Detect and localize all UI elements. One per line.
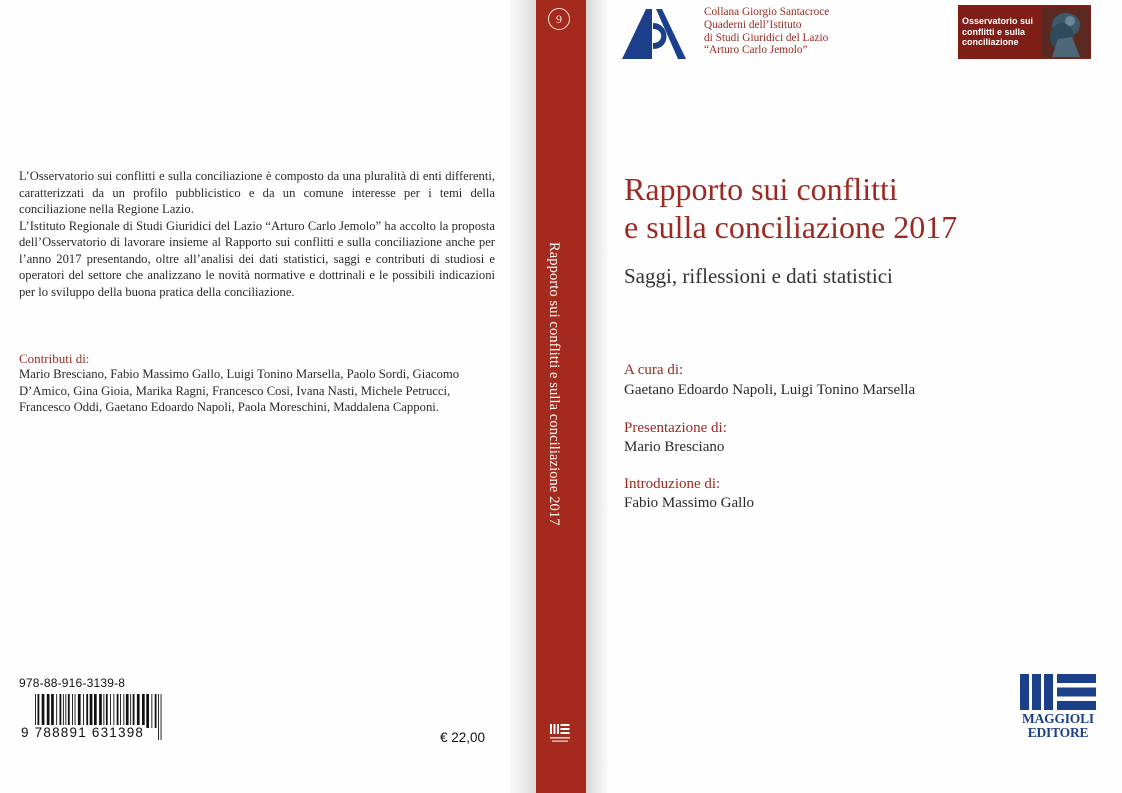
- institute-logo-icon: [622, 5, 686, 61]
- observatory-line-1: Osservatorio sui: [962, 16, 1034, 26]
- barcode-bar: [72, 694, 73, 728]
- barcode-bar: [117, 694, 119, 728]
- editors-heading: A cura di:: [624, 362, 684, 378]
- barcode-bar: [158, 694, 159, 740]
- observatory-line-2: conflitti e sulla: [962, 26, 1026, 37]
- barcode-bar: [130, 694, 131, 728]
- barcode-bar: [83, 694, 84, 728]
- barcode-bar: [110, 694, 111, 728]
- spine-series-number: 9: [548, 8, 570, 30]
- blurb-paragraph-2: L’Istituto Regionale di Studi Giuridici del Lazio “Arturo Carlo Jemolo” ha accolto la proposta dell’Osservatorio di lavorare insieme al Rapporto sui conflitti e sulla conciliazione anche per l’anno 2017 presentando, oltre all’analisi dei dati statistici, saggi e contributi di studiosi e operatori del settore che analizzano le novità normative e dottrinali e le possibili indicazioni per lo sviluppo della buona pratica della conciliazione.: [19, 218, 495, 299]
- observatory-line-3: conciliazione: [962, 37, 1019, 47]
- barcode-bar: [106, 694, 108, 728]
- barcode-bar: [42, 694, 45, 728]
- barcode-bar: [75, 694, 76, 728]
- introduction-author: Fabio Massimo Gallo: [624, 495, 754, 511]
- introduction-heading: Introduzione di:: [624, 476, 721, 492]
- barcode-digits: 9 788891 631398: [21, 725, 145, 740]
- barcode-bar: [86, 694, 88, 728]
- series-info: [704, 6, 829, 57]
- barcode-bar: [126, 694, 129, 728]
- contributors-heading: Contributi di:: [19, 351, 90, 366]
- series-line-4: “Arturo Carlo Jemolo”: [704, 44, 808, 57]
- barcode-bar: [151, 694, 152, 728]
- barcode-bar: [161, 694, 162, 740]
- barcode-bar: [63, 694, 64, 728]
- contributors-list: Mario Bresciano, Fabio Massimo Gallo, Luigi Tonino Marsella, Paolo Sordi, Giacomo D’Amico, Gina Gioia, Marika Ragni, Francesco Cosi, Ivana Nasti, Michele Petrucci, Francesco Oddi, Gaetano Edoardo Napoli, Paola Moreschini, Maddalena Capponi.: [19, 367, 460, 414]
- spine-right-fold: [586, 0, 608, 793]
- barcode-bar: [47, 694, 50, 728]
- back-cover-blurb: [19, 168, 495, 300]
- barcode-bar: [103, 694, 104, 728]
- blurb-paragraph-1: L’Osservatorio sui conflitti e sulla conciliazione è composto da una pluralità di enti differenti, caratterizzati da un profilo pubblicistico e da un comune interesse per i temi della conciliazione nella Regione Lazio.: [19, 169, 495, 216]
- barcode-bar: [56, 694, 57, 728]
- barcode-bar: [78, 694, 81, 728]
- price-label: € 22,00: [440, 730, 486, 745]
- barcode-bar: [120, 694, 121, 728]
- title-line-1: Rapporto sui conflitti: [624, 171, 898, 207]
- book-subtitle: Saggi, riflessioni e dati statistici: [624, 264, 893, 288]
- barcode-bar: [65, 694, 66, 728]
- spine-publisher-logo-icon: [548, 722, 572, 744]
- barcode-bar: [90, 694, 93, 728]
- book-title: [624, 170, 1064, 246]
- observatory-badge-text: [962, 16, 1042, 48]
- barcode-bar: [137, 694, 140, 728]
- barcode-bar: [68, 694, 70, 728]
- publisher-line-1: MAGGIOLI: [1022, 711, 1094, 726]
- presentation-author: Mario Bresciano: [624, 439, 725, 455]
- isbn-number: 978-88-916-3139-8: [19, 676, 126, 690]
- presentation-heading: Presentazione di:: [624, 420, 727, 436]
- barcode-bar: [155, 694, 157, 728]
- barcode-bar: [113, 694, 114, 728]
- series-line-3: di Studi Giuridici del Lazio: [704, 31, 829, 44]
- barcode-bar: [60, 694, 62, 728]
- barcode-bar: [123, 694, 124, 728]
- series-line-1: Collana Giorgio Santacroce: [704, 6, 830, 18]
- spine-left-fold: [510, 0, 536, 793]
- barcode-bar: [142, 694, 145, 728]
- barcode-bar: [133, 694, 135, 728]
- spine-title: Rapporto sui conflitti e sulla conciliazione 2017: [546, 242, 562, 526]
- barcode-bar: [146, 694, 149, 728]
- title-line-2: e sulla conciliazione 2017: [624, 209, 958, 245]
- publisher-name: [1012, 712, 1104, 740]
- barcode-bar: [51, 694, 54, 728]
- sculpture-image-icon: [1042, 7, 1090, 57]
- editors-names: Gaetano Edoardo Napoli, Luigi Tonino Marsella: [624, 382, 916, 398]
- publisher-line-2: EDITORE: [1027, 725, 1089, 740]
- series-line-2: Quaderni dell’Istituto: [704, 18, 802, 31]
